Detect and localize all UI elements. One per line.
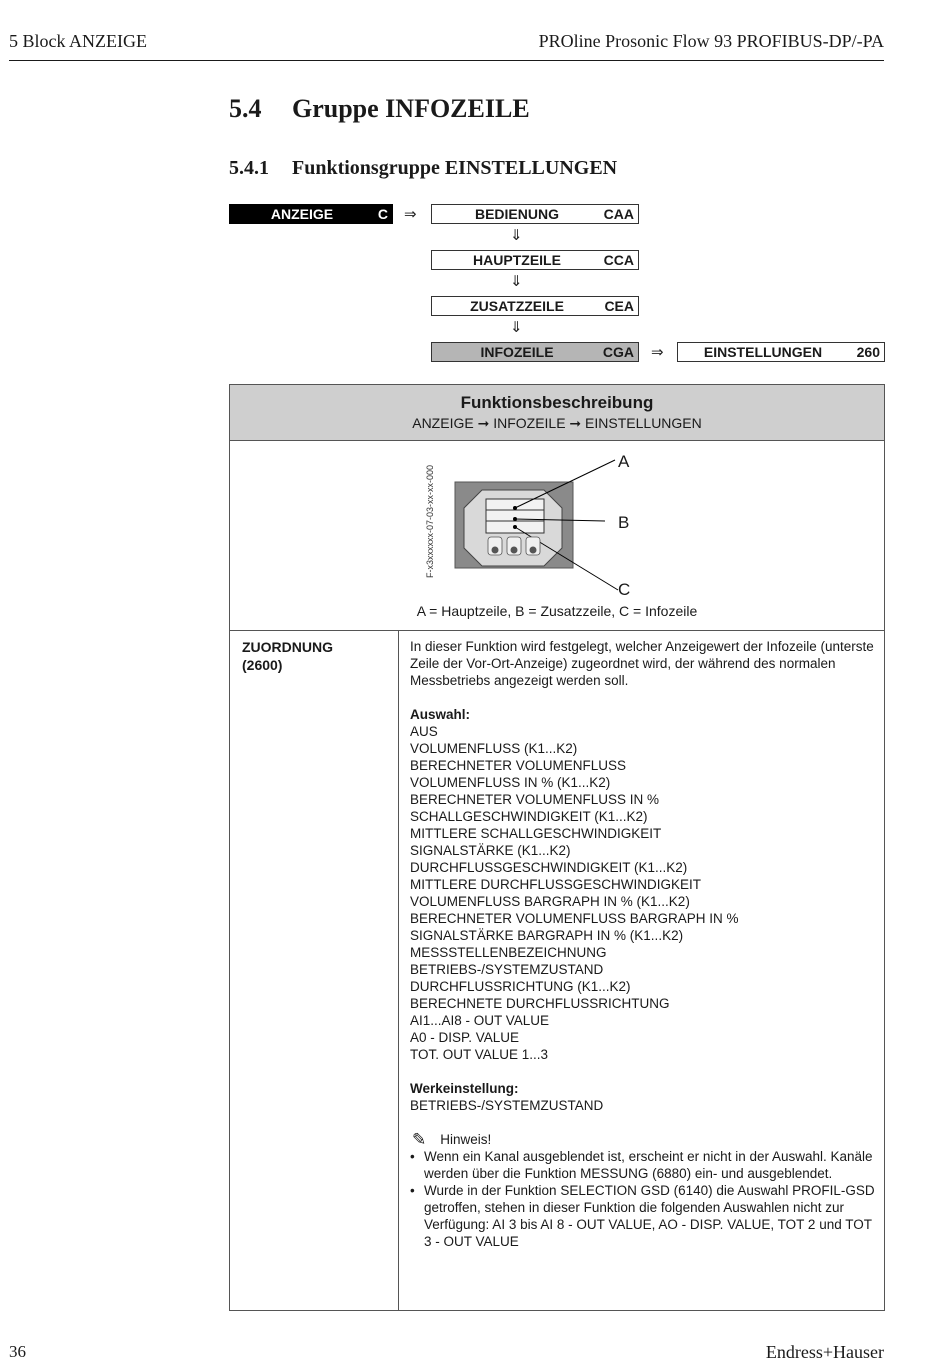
nav-label: ANZEIGE <box>270 206 334 222</box>
nav-box-infozeile <box>431 342 639 362</box>
figure-label-b: B <box>618 513 630 532</box>
nav-code: CCA <box>603 252 634 268</box>
arrow-right-icon: ⇒ <box>651 343 664 361</box>
nav-code: C <box>377 206 388 222</box>
option-item: SCHALLGESCHWINDIGKEIT (K1...K2) <box>410 809 648 824</box>
table-row-divider <box>229 630 885 631</box>
function-name-cell <box>242 638 333 674</box>
table-title: Funktionsbeschreibung <box>460 393 654 412</box>
nav-box-bedienung <box>431 204 639 224</box>
subsection-number: 5.4.1 <box>229 157 269 179</box>
pencil-icon: ✎ <box>412 1130 427 1149</box>
figure-label-c: C <box>618 580 631 599</box>
werkeinstellung-value: BETRIEBS-/SYSTEMZUSTAND <box>410 1098 604 1113</box>
hinweis-label: Hinweis! <box>440 1132 492 1147</box>
option-item: BETRIEBS-/SYSTEMZUSTAND <box>410 962 604 977</box>
option-item: MITTLERE SCHALLGESCHWINDIGKEIT <box>410 826 662 841</box>
header-section-label: 5 Block ANZEIGE <box>9 31 147 51</box>
option-item: SIGNALSTÄRKE BARGRAPH IN % (K1...K2) <box>410 928 684 943</box>
option-item: AI1...AI8 - OUT VALUE <box>410 1013 550 1028</box>
arrow-right-icon: ⇒ <box>404 205 417 223</box>
subsection-heading <box>229 157 617 180</box>
werkeinstellung-label: Werkeinstellung: <box>410 1081 519 1096</box>
figure-caption: A = Hauptzeile, B = Zusatzzeile, C = Infozeile <box>416 603 698 619</box>
note-item: • Wurde in der Funktion SELECTION GSD (6140) die Auswahl PROFIL-GSD getroffen, stehen in dieser Funktion die folgenden Auswahlen nicht zur Verfügung: AI 3 bis AI 8 - OUT VALUE, AO - DISP. VALUE, TOT 2 und TOT 3 - OUT VALUE <box>410 1182 875 1250</box>
nav-label: BEDIENUNG <box>474 206 559 222</box>
header-product-name: PROline Prosonic Flow 93 PROFIBUS-DP/-PA <box>538 31 884 51</box>
section-heading <box>229 94 530 124</box>
option-item: BERECHNETE DURCHFLUSSRICHTUNG <box>410 996 670 1011</box>
option-item: AUS <box>410 724 438 739</box>
figure-id: F-x3xxxxxx-07-03-xx-xx-000 <box>425 464 435 578</box>
option-item: MITTLERE DURCHFLUSSGESCHWINDIGKEIT <box>410 877 702 892</box>
table-column-divider <box>398 630 399 1311</box>
subsection-title: Funktionsgruppe EINSTELLUNGEN <box>292 157 618 179</box>
nav-code: 260 <box>856 344 880 360</box>
brand-name: Endress+Hauser <box>765 1342 884 1362</box>
option-item: DURCHFLUSSGESCHWINDIGKEIT (K1...K2) <box>410 860 688 875</box>
auswahl-label: Auswahl: <box>410 707 471 722</box>
figure-label-a: A <box>618 452 630 471</box>
nav-label: HAUPTZEILE <box>473 252 561 268</box>
option-item: BERECHNETER VOLUMENFLUSS BARGRAPH IN % <box>410 911 739 926</box>
section-number: 5.4 <box>229 94 262 123</box>
function-code: (2600) <box>242 657 283 673</box>
function-description: In dieser Funktion wird festgelegt, welcher Anzeigewert der Infozeile (unterste Zeile der Vor-Ort-Anzeige) zugeordnet wird, der während des normalen Messbetriebs angezeigt werden soll. <box>410 639 874 688</box>
arrow-down-icon: ⇓ <box>510 272 523 290</box>
table-path: ANZEIGE ➞ INFOZEILE ➞ EINSTELLUNGEN <box>412 415 702 431</box>
table-header <box>229 384 885 441</box>
option-item: VOLUMENFLUSS BARGRAPH IN % (K1...K2) <box>410 894 690 909</box>
option-item: BERECHNETER VOLUMENFLUSS <box>410 758 627 773</box>
page-number: 36 <box>9 1342 26 1361</box>
nav-code: CEA <box>604 298 634 314</box>
nav-label: INFOZEILE <box>480 344 554 360</box>
function-description-cell <box>410 638 875 1250</box>
function-name: ZUORDNUNG <box>242 639 333 655</box>
nav-box-zusatzzeile <box>431 296 639 316</box>
section-title: Gruppe INFOZEILE <box>292 94 530 123</box>
arrow-down-icon: ⇓ <box>510 318 523 336</box>
option-item: VOLUMENFLUSS IN % (K1...K2) <box>410 775 611 790</box>
nav-label: ZUSATZZEILE <box>470 298 564 314</box>
option-item: MESSSTELLENBEZEICHNUNG <box>410 945 607 960</box>
note-item: • Wenn ein Kanal ausgeblendet ist, erscheint er nicht in der Auswahl. Kanäle werden über die Funktion MESSUNG (6880) ein- und ausgeblendet. <box>410 1148 875 1182</box>
nav-label: EINSTELLUNGEN <box>703 344 823 360</box>
option-item: A0 - DISP. VALUE <box>410 1030 520 1045</box>
header-divider <box>9 60 884 61</box>
option-item: TOT. OUT VALUE 1...3 <box>410 1047 549 1062</box>
option-item: DURCHFLUSSRICHTUNG (K1...K2) <box>410 979 631 994</box>
option-item: SIGNALSTÄRKE (K1...K2) <box>410 843 571 858</box>
nav-code: CAA <box>603 206 634 222</box>
option-item: VOLUMENFLUSS (K1...K2) <box>410 741 578 756</box>
hinweis-note <box>410 1131 875 1148</box>
options-list <box>410 723 875 1063</box>
option-item: BERECHNETER VOLUMENFLUSS IN % <box>410 792 660 807</box>
nav-code: CGA <box>602 344 634 360</box>
operating-keys <box>488 537 540 555</box>
arrow-down-icon: ⇓ <box>510 226 523 244</box>
nav-box-anzeige <box>229 204 393 224</box>
nav-box-hauptzeile <box>431 250 639 270</box>
nav-box-einstellungen <box>677 342 885 362</box>
